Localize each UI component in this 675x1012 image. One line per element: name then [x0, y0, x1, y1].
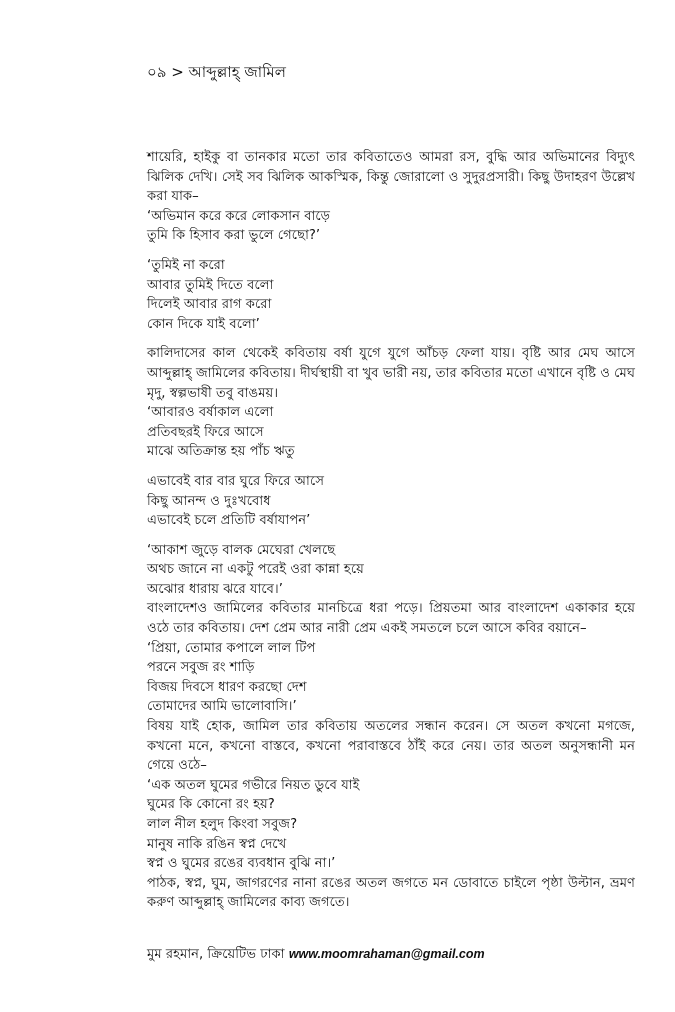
paragraph-rain: কালিদাসের কাল থেকেই কবিতায় বর্ষা যুগে যুগে আঁচড় ফেলা যায়। বৃষ্টি আর মেঘ আসে আব্দুল্লাহ্‌ জামিলের কবিতায়। দীর্ঘস্থায়ী বা খুব ভারী নয়, তার কবিতার মতো এখানে বৃষ্টি ও মেঘ মৃদু, স্বল্পভাষী তবু বাঙময়।	[147, 346, 635, 401]
quote-line: কোন দিকে যাই বলো’	[147, 316, 260, 332]
quote-line: আবার তুমিই দিতে বলো	[147, 277, 274, 293]
quote-line: প্রতিবছরই ফিরে আসে	[147, 424, 264, 440]
page-header	[147, 62, 286, 82]
quote-line: ‘আকাশ জুড়ে বালক মেঘেরা খেলছে	[147, 542, 336, 558]
paragraph-depth: বিষয় যাই হোক, জামিল তার কবিতায় অতলের সন্ধান করেন। সে অতল কখনো মগজে, কখনো মনে, কখনো বাস্তবে, কখনো পরাবাস্তবে ঠাঁই করে নেয়। তার অতল অনুসন্ধানী মন গেয়ে ওঠে–	[147, 719, 635, 774]
quote-line: ‘আবারও বর্ষাকাল এলো	[147, 405, 274, 421]
quote-line: পরনে সবুজ রং শাড়ি	[147, 660, 255, 676]
quote-line: ‘অভিমান করে করে লোকসান বাড়ে	[147, 208, 331, 224]
quote-line: দিলেই আবার রাগ করো	[147, 297, 272, 313]
quote-line: স্বপ্ন ও ঘুমের রঙের ব্যবধান বুঝি না।’	[147, 856, 336, 872]
quote-block-3	[147, 403, 635, 462]
article-body	[147, 148, 635, 913]
quote-line: অথচ জানে না একটু পরেই ওরা কান্না হয়ে	[147, 562, 364, 578]
quote-line: ‘এক অতল ঘুমের গভীরে নিয়ত ডুবে যাই	[147, 777, 360, 793]
quote-block-1	[147, 207, 635, 246]
quote-block-6	[147, 639, 635, 717]
footer-email: www.moomrahaman@gmail.com	[288, 947, 485, 961]
quote-line: ‘প্রিয়া, তোমার কপালে লাল টিপ	[147, 640, 316, 656]
quote-line: ঘুমের কি কোনো রং হয়?	[147, 797, 275, 813]
page-number: ০৯	[147, 63, 167, 81]
header-author: আব্দুল্লাহ্‌ জামিল	[188, 63, 286, 81]
footer-signature: মুম রহমান, ক্রিয়েটিভ ঢাকা	[147, 947, 285, 962]
quote-line: বিজয় দিবসে ধারণ করছো দেশ	[147, 679, 307, 695]
quote-line: কিছু আনন্দ ও দুঃখবোধ	[147, 493, 271, 509]
quote-block-2	[147, 256, 635, 334]
paragraph-closing: পাঠক, স্বপ্ন, ঘুম, জাগরণের নানা রঙের অতল জগতে মন ডোবাতে চাইলে পৃষ্ঠা উল্টান, ভ্রমণ করুণ আব্দুল্লাহ্‌ জামিলের কাব্য জগতে।	[147, 875, 635, 911]
quote-line: তুমি কি হিসাব করা ভুলে গেছো?’	[147, 228, 321, 244]
quote-block-4	[147, 472, 635, 531]
quote-line: লাল নীল হলুদ কিংবা সবুজ?	[147, 817, 298, 832]
quote-line: মাঝে অতিক্রান্ত হয় পাঁচ ঋতু	[147, 444, 295, 460]
paragraph-intro: শায়েরি, হাইকু বা তানকার মতো তার কবিতাতেও আমরা রস, বুদ্ধি আর অভিমানের বিদ্যুৎ ঝিলিক দেখি। সেই সব ঝিলিক আকস্মিক, কিন্তু জোরালো ও সুদুরপ্রসারী। কিছু উদাহরণ উল্লেখ করা যাক–	[147, 150, 635, 205]
page-footer	[147, 944, 485, 965]
header-separator: >	[171, 63, 184, 81]
quote-line: অঝোর ধারায় ঝরে যাবে।’	[147, 581, 283, 597]
quote-line: মানুষ নাকি রঙিন স্বপ্ন দেখে	[147, 836, 287, 852]
quote-line: ‘তুমিই না করো	[147, 257, 225, 273]
quote-line: এভাবেই বার বার ঘুরে ফিরে আসে	[147, 473, 325, 489]
quote-line: তোমাদের আমি ভালোবাসি।’	[147, 699, 297, 715]
paragraph-bangladesh: বাংলাদেশও জামিলের কবিতার মানচিত্রে ধরা পড়ে। প্রিয়তমা আর বাংলাদেশ একাকার হয়ে ওঠে তার কবিতায়। দেশ প্রেম আর নারী প্রেম একই সমতলে চলে আসে কবির বয়ানে–	[147, 601, 635, 637]
quote-block-7	[147, 776, 635, 874]
quote-line: এভাবেই চলে প্রতিটি বর্ষাযাপন’	[147, 513, 311, 529]
quote-block-5	[147, 541, 635, 600]
